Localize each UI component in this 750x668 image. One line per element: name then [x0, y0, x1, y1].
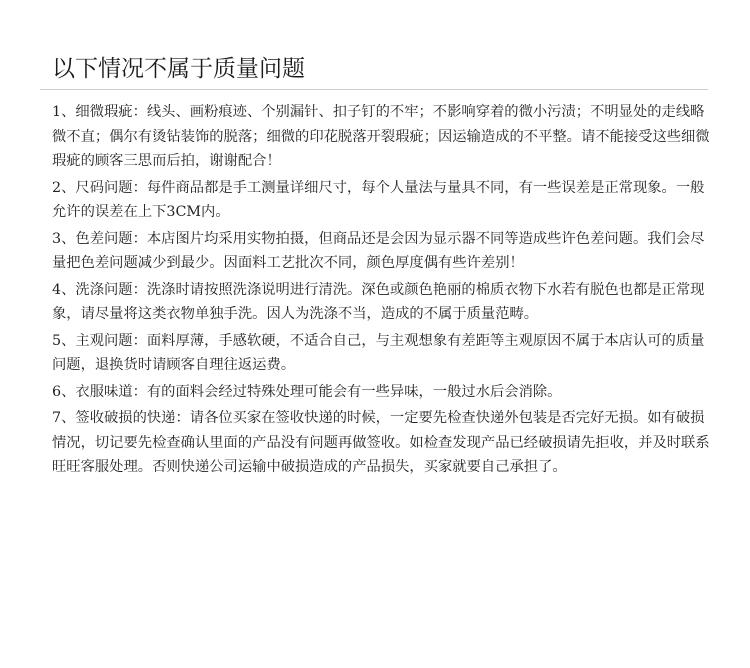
list-item-color: 3、色差问题：本店图片均采用实物拍摄，但商品还是会因为显示器不同等造成些许色差问题。我们会尽量把色差问题减少到最少。因面料工艺批次不同，颜色厚度偶有些许差别！	[52, 230, 705, 271]
page-title: 以下情况不属于质量问题	[52, 56, 305, 82]
list-item-odor: 6、衣服味道：有的面料会经过特殊处理可能会有一些异味，一般过水后会消除。	[52, 383, 562, 400]
list-item-washing: 4、洗涤问题：洗涤时请按照洗涤说明进行清洗。深色或颜色艳丽的棉质衣物下水若有脱色也都是正常现象，请尽量将这类衣物单独手洗。因人为洗涤不当，造成的不属于质量范畴。	[52, 281, 705, 322]
list-item-size: 2、尺码问题：每件商品都是手工测量详细尺寸，每个人量法与量具不同，有一些误差是正常现象。一般允许的误差在上下3CM内。	[52, 179, 705, 220]
list-item-defects: 1、细微瑕疵：线头、画粉痕迹、个别漏针、扣子钉的不牢；不影响穿着的微小污渍；不明显处的走线略微不直；偶尔有烫钻装饰的脱落；细微的印花脱落开裂瑕疵；因运输造成的不平整。请不能接受这些细微瑕疵的顾客三思而后拍，谢谢配合！	[52, 104, 710, 169]
list-item-subjective: 5、主观问题：面料厚薄，手感软硬，不适合自己，与主观想象有差距等主观原因不属于本店认可的质量问题，退换货时请顾客自理往返运费。	[52, 332, 705, 373]
notice-list	[52, 100, 712, 480]
title-divider	[40, 89, 708, 90]
list-item-delivery: 7、签收破损的快递：请各位买家在签收快递的时候，一定要先检查快递外包装是否完好无损。如有破损情况，切记要先检查确认里面的产品没有问题再做签收。如检查发现产品已经破损请先拒收，并及时联系旺旺客服处理。否则快递公司运输中破损造成的产品损失，买家就要自己承担了。	[52, 410, 710, 475]
